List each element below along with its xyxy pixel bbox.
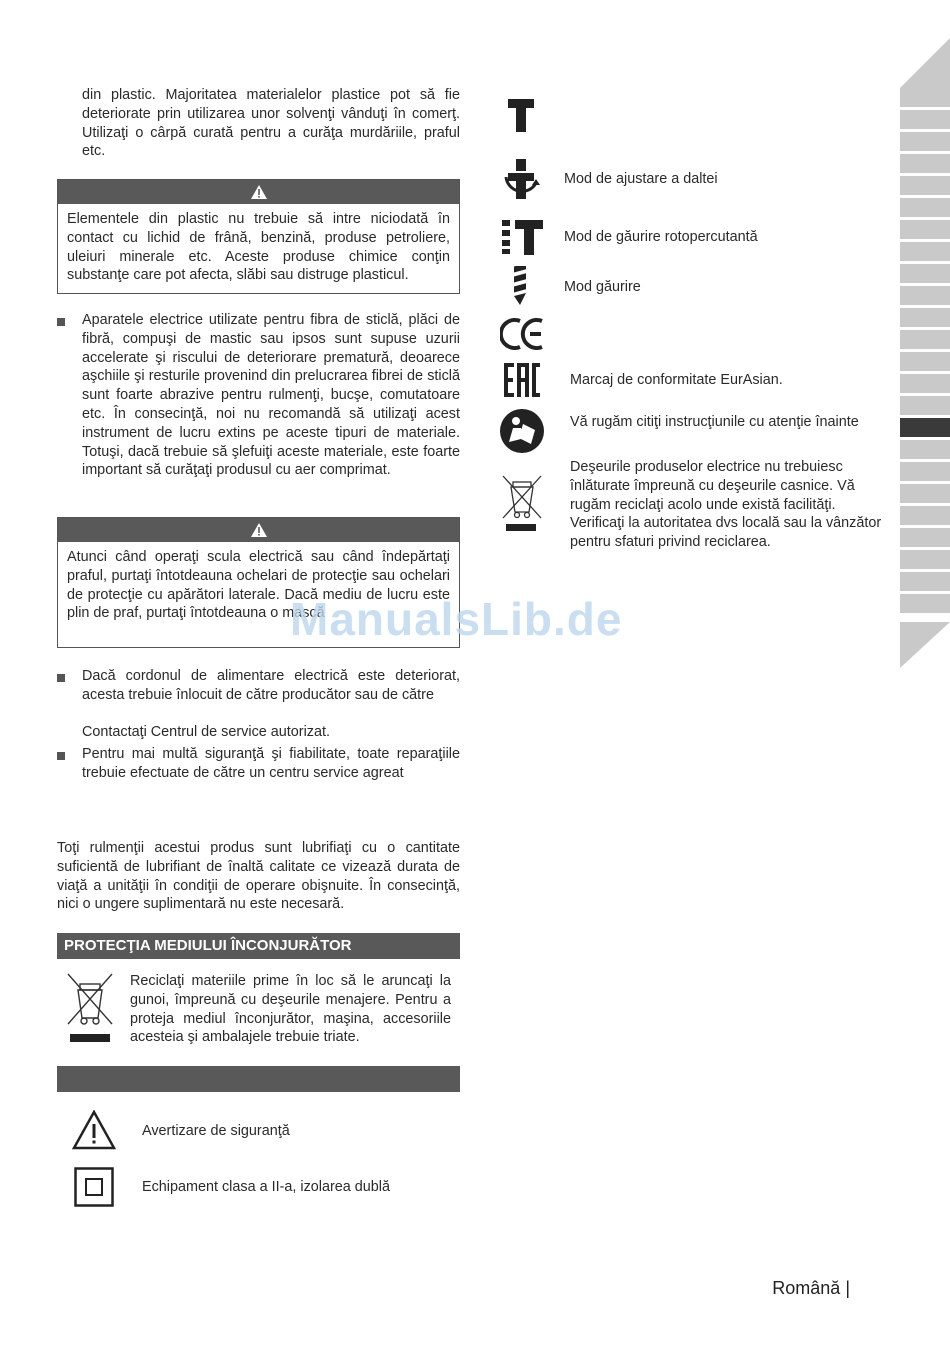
bullet-marker [57,752,65,760]
tab[interactable] [900,330,950,349]
language-tabs [900,88,950,616]
chisel-adjust-icon [502,157,542,203]
tab[interactable] [900,550,950,569]
tab[interactable] [900,286,950,305]
drill-icon [512,266,528,306]
tab[interactable] [900,462,950,481]
chisel-icon [506,97,536,133]
tab-active-romanian[interactable] [900,418,950,437]
tab[interactable] [900,308,950,327]
hammer-drill-label: Mod de găurire rotopercutantă [564,229,758,245]
tab[interactable] [900,110,950,129]
watermark: ManualsLib.de [290,593,623,645]
tab[interactable] [900,396,950,415]
hammer-drill-icon [499,217,545,257]
drill-label: Mod găurire [564,279,641,295]
environment-heading: PROTECŢIA MEDIULUI ÎNCONJURĂTOR [57,933,460,959]
tab[interactable] [900,374,950,393]
weee-bin-icon [500,474,544,534]
safety-warning-icon [72,1110,116,1150]
bullet-marker [57,318,65,326]
ce-mark-icon [500,317,546,351]
tab[interactable] [900,198,950,217]
bullet-marker [57,674,65,682]
warning-text: Elementele din plastic nu trebuie să intre niciodată în contact cu lichid de frână, benzină, produse petroliere, uleiuri minerale etc. Aceste produse chimice conţin substanţe care pot afecta, slăbi sau distruge plasticul. [67,211,450,284]
tab[interactable] [900,154,950,173]
tab[interactable] [900,484,950,503]
corner-triangle-top [900,38,950,88]
environment-text: Reciclaţi materiile prime în loc să le aruncaţi la gunoi, împreună cu deşeurile menajere. Pentru a proteja mediul înconjurător, maşina, accesoriile acesteia şi ambalajele trebuie triate. [130,973,451,1046]
contact-text: Contactaţi Centrul de service autorizat. [82,724,330,740]
tab[interactable] [900,528,950,547]
safety-warning-label: Avertizare de siguranţă [142,1123,290,1139]
tab[interactable] [900,352,950,371]
intro-paragraph: din plastic. Majoritatea materialelor plastice pot să fie deteriorate prin utilizarea unor solvenţi vânduţi în comerţ. Utilizaţi o cârpă curată pentru a curăţa murdăriile, praful etc. [82,87,460,160]
read-manual-label: Vă rugăm citiţi instrucţiunile cu atenţie înainte [570,414,859,430]
warning-box-plastic [57,179,460,294]
tab[interactable] [900,594,950,613]
cord-bullet: Dacă cordonul de alimentare electrică este deteriorat, acesta trebuie înlocuit de către producător sau de către [82,668,460,703]
class-two-icon [74,1167,114,1207]
page-footer-language: Română | [772,1278,850,1298]
warning-icon [251,523,267,537]
eac-label: Marcaj de conformitate EurAsian. [570,372,783,388]
repair-bullet: Pentru mai multă siguranţă şi fiabilitate, toate reparaţiile trebuie efectuate de către un centru service agreat [82,746,460,781]
weee-label: Deşeurile produselor electrice nu trebuiesc înlăturate împreună cu deşeurile casnice. Vă rugăm reciclaţi acolo unde există facilităţi. Verificaţi la autoritatea dvs locală sau la vânzător pentru sfaturi privind reciclarea. [570,459,882,551]
tab[interactable] [900,440,950,459]
warning-header [58,180,459,204]
weee-bin-icon [66,972,114,1046]
tab[interactable] [900,242,950,261]
symbols-heading-bar [57,1066,460,1092]
tab[interactable] [900,220,950,239]
tab[interactable] [900,88,950,107]
read-manual-icon [499,408,545,454]
tab[interactable] [900,506,950,525]
tab[interactable] [900,264,950,283]
fiberglass-bullet: Aparatele electrice utilizate pentru fibra de sticlă, plăci de fibră, compuşi de mastic sau ipsos sunt supuse uzurii accelerate şi riscului de deteriorare prematură, deoarece aşchiile şi resturile provenind din prelucrarea fibrei de sticlă sunt foarte abrazive pentru rulmenţi, bucşe, comutatoare etc. În consecinţă, noi nu recomandă să utilizaţi acest instrument de lucru extins pe aceste tipuri de materiale. Totuşi, dacă trebuie să şlefuiţi aceste materiale, este foarte important să curăţaţi produsul cu aer comprimat. [82,312,460,479]
tab[interactable] [900,572,950,591]
warning-icon [251,185,267,199]
warning-text: Atunci când operaţi scula electrică sau când îndepărtaţi praful, purtaţi întotdeauna ochelari de protecţie sau ochelari de protecţie cu apărători laterale. Dacă mediu de lucru este plin de praf, purtaţi întotdeauna o mască [67,549,450,622]
chisel-adjust-label: Mod de ajustare a daltei [564,171,718,187]
eac-mark-icon [503,362,541,398]
class-two-label: Echipament clasa a II-a, izolarea dublă [142,1179,390,1195]
lubrication-paragraph: Toţi rulmenţii acestui produs sunt lubrifiaţi cu o cantitate suficientă de lubrifiant de înaltă calitate ce vizează durata de viaţă a unităţii în condiţii de operare obişnuite. În consecinţă, nici o ungere suplimentară nu este necesară. [57,840,460,913]
corner-triangle-bottom [900,622,950,668]
tab[interactable] [900,176,950,195]
tab[interactable] [900,132,950,151]
warning-header [58,518,459,542]
